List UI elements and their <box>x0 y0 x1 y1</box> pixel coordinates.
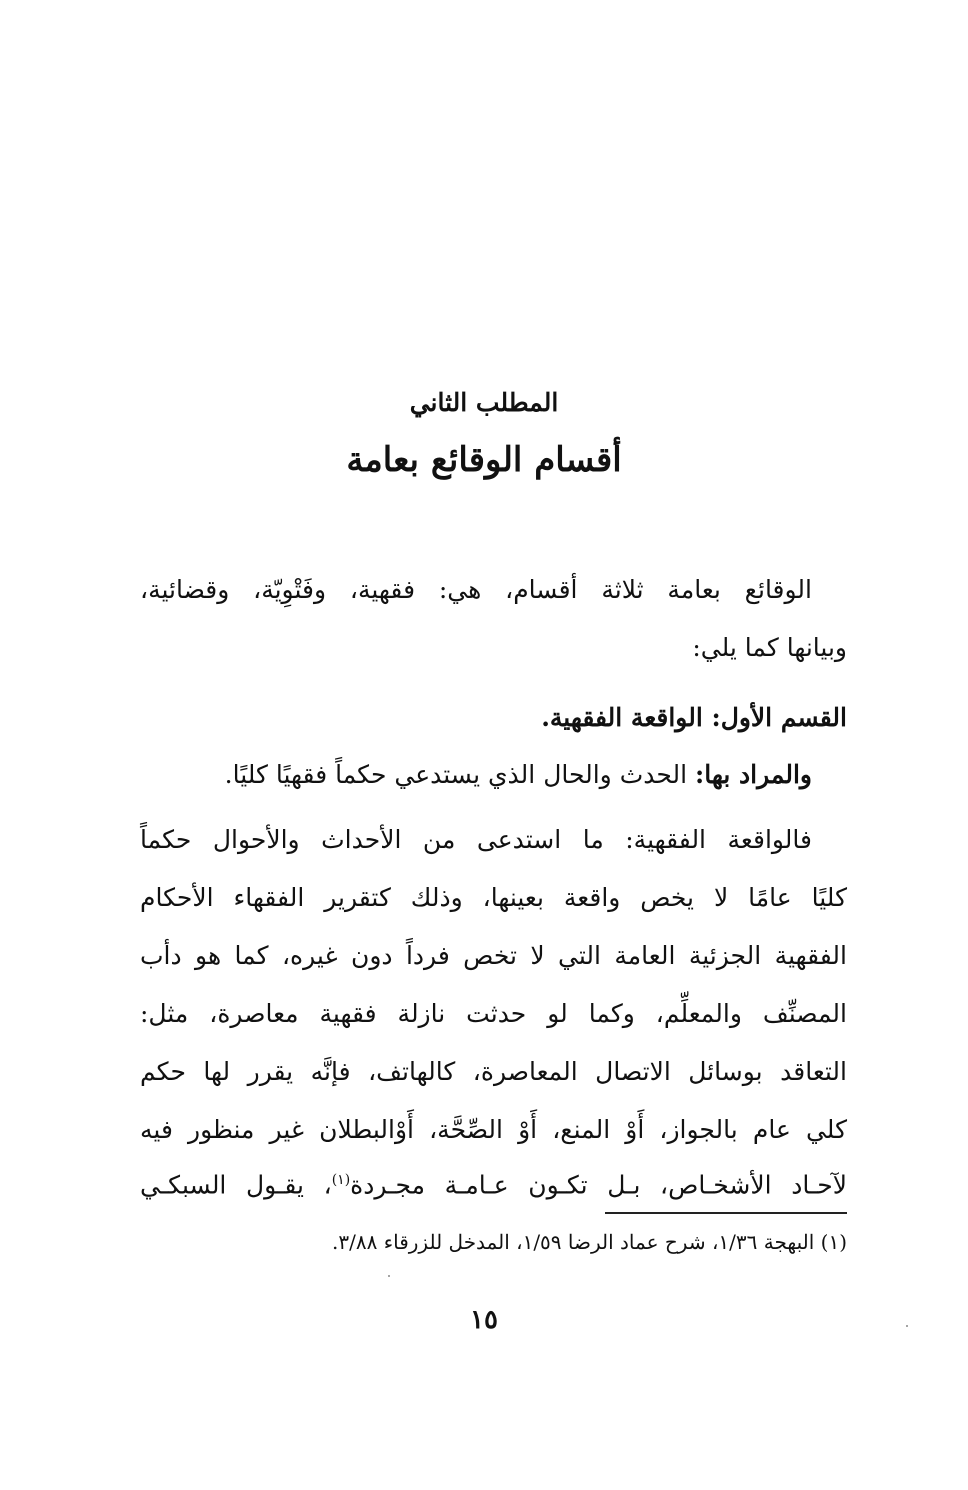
footnote: (١) البهجة ١/٣٦، شرح عماد الرضا ١/٥٩، المدخل للزرقاء ٣/٨٨. <box>332 1230 847 1254</box>
paragraph-line-6: كلي عام بالجواز، أَوْ المنع، أَوْ الصِّحَّة، أَوْالبطلان غير منظور فيه <box>140 1115 847 1144</box>
paragraph-line-7-start: لآحـاد الأشخـاص، بـل تكـون عـامـة مجـردة <box>350 1170 847 1200</box>
paragraph-line-3: الفقهية الجزئية العامة التي لا تخص فرداً دون غيره، كما هو دأب <box>140 941 847 970</box>
paragraph-line-7-end: ، يقـول السبكـي <box>140 1170 332 1200</box>
definition-text: الحدث والحال الذي يستدعي حكماً فقهيًا كليًا. <box>224 760 695 789</box>
paragraph-line-7 <box>140 1160 847 1200</box>
paragraph-line-4: المصنِّف والمعلِّم، وكما لو حدثت نازلة فقهية معاصرة، مثل: <box>140 999 847 1028</box>
scan-speck <box>388 1275 390 1277</box>
paragraph-line-2: كليًا عامًا لا يخص واقعة بعينها، وذلك كتقرير الفقهاء الأحكام <box>140 883 847 912</box>
scan-speck <box>906 1325 908 1327</box>
footnote-separator <box>605 1212 847 1214</box>
definition-label: والمراد بها: <box>695 760 812 789</box>
paragraph-line-5: التعاقد بوسائل الاتصال المعاصرة، كالهاتف، فإنَّه يقرر لها حكم <box>140 1057 847 1086</box>
section-1-heading: القسم الأول: الواقعة الفقهية. <box>541 703 847 732</box>
intro-line-2: وبيانها كما يلي: <box>692 633 847 662</box>
footnote-reference: (١) <box>331 1172 351 1188</box>
section-subtitle: المطلب الثاني <box>409 388 559 417</box>
section-title: أقسام الوقائع بعامة <box>346 440 622 480</box>
paragraph-line-1: فالواقعة الفقهية: ما استدعى من الأحداث والأحوال حكماً <box>140 825 812 854</box>
page-number: ١٥ <box>470 1305 498 1335</box>
definition-line <box>140 755 812 795</box>
intro-line-1: الوقائع بعامة ثلاثة أقسام، هي: فقهية، وفَتْوِيّة، وقضائية، <box>140 575 812 604</box>
